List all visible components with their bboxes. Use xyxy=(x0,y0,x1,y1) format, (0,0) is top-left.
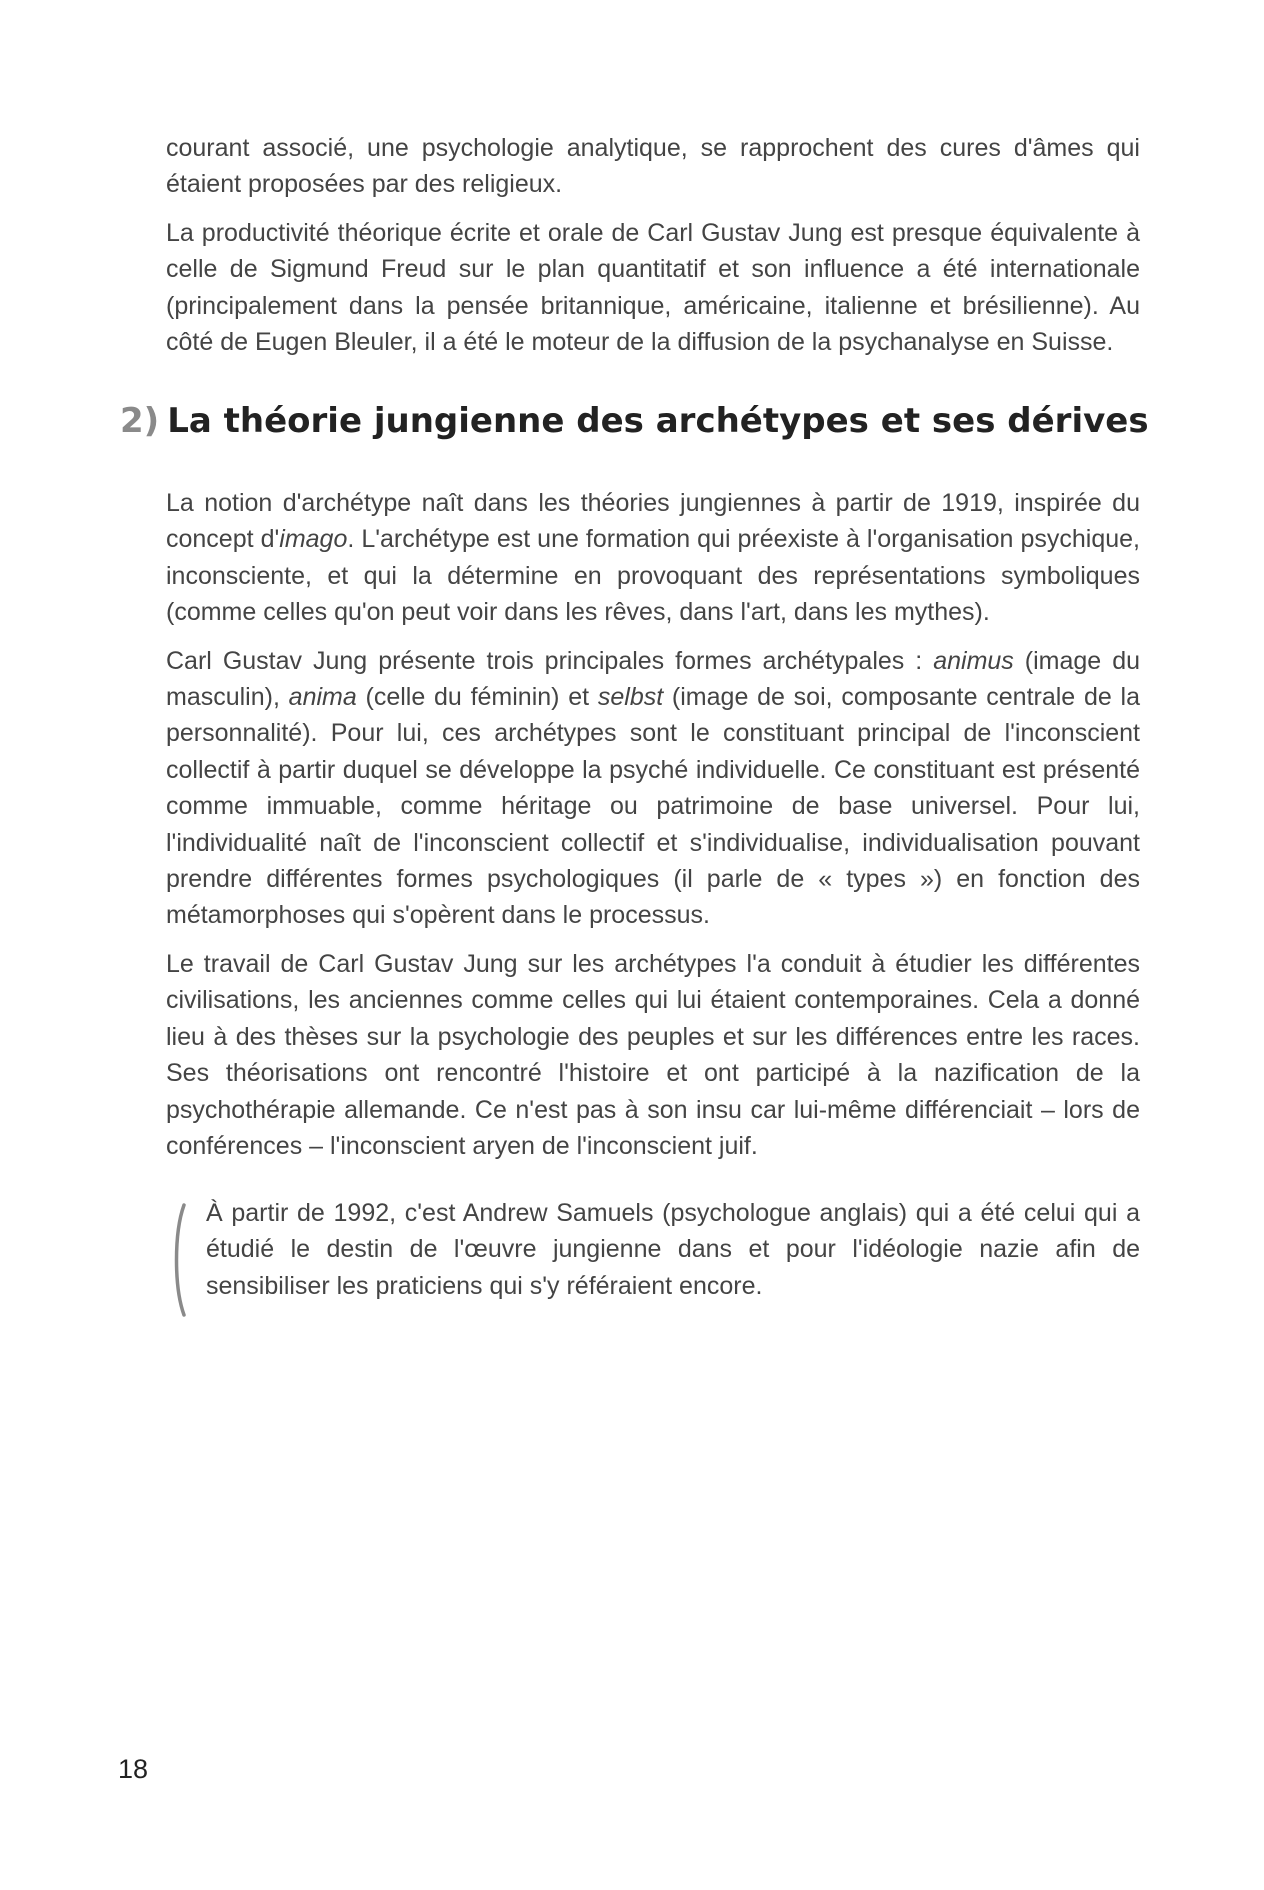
section-title: La théorie jungienne des archétypes et ses dérives xyxy=(167,401,1149,441)
section-heading xyxy=(120,398,1149,444)
page-number: 18 xyxy=(118,1754,149,1784)
text-run: (celle du féminin) et xyxy=(356,683,598,712)
intro-text xyxy=(166,130,1140,372)
italic-term-selbst: selbst xyxy=(597,683,664,712)
quote-text: À partir de 1992, c'est Andrew Samuels (psychologue anglais) qui a été celui qui a étudié le destin de l'œuvre jungienne dans et pour l'idéologie nazie afin de sensibiliser les praticiens qui s'y référaient encore. xyxy=(206,1199,1140,1300)
section-paragraph-2 xyxy=(166,643,1140,934)
text-run: (image de soi, composante centrale de la personnalité). Pour lui, ces archétypes sont le constituant principal de l'inconscient collectif à partir duquel se développe la psyché individuelle. Ce constituant est présenté comme immuable, comme héritage ou patrimoine de base universel. Pour lui, l'individualité naît de l'inconscient collectif et s'individualise, individualisation pouvant prendre différentes formes psychologiques (il parle de « types ») en fonction des métamorphoses qui s'opèrent dans le processus. xyxy=(166,683,1140,930)
italic-term-imago: imago xyxy=(279,525,348,554)
italic-term-animus: animus xyxy=(933,646,1014,675)
intro-paragraph-1: courant associé, une psychologie analytique, se rapprochent des cures d'âmes qui étaient proposées par des religieux. xyxy=(166,134,1140,199)
section-paragraph-3: Le travail de Carl Gustav Jung sur les archétypes l'a conduit à étudier les différentes civilisations, les anciennes comme celles qui lui étaient contemporaines. Cela a donné lieu à des thèses sur la psychologie des peuples et sur les différences entre les races. Ses théorisations ont rencontré l'histoire et ont participé à la nazification de la psychothérapie allemande. Ce n'est pas à son insu car lui-même différenciait – lors de conférences – l'inconscient aryen de l'inconscient juif. xyxy=(166,949,1140,1160)
text-run: (image du masculin), xyxy=(166,646,1140,712)
text-run: La notion d'archétype naît dans les théories jungiennes à partir de 1919, inspirée du concept d' xyxy=(166,489,1140,554)
intro-paragraph-2: La productivité théorique écrite et orale de Carl Gustav Jung est presque équivalente à celle de Sigmund Freud sur le plan quantitatif et son influence a été internationale (principalement dans la pensée britannique, américaine, italienne et brésilienne). Au côté de Eugen Bleuler, il a été le moteur de la diffusion de la psychanalyse en Suisse. xyxy=(166,218,1140,357)
italic-term-anima: anima xyxy=(288,683,357,712)
quote-block xyxy=(172,1195,1140,1325)
section-paragraph-1 xyxy=(166,485,1140,631)
text-run: . L'archétype est une formation qui préexiste à l'organisation psychique, inconsciente, et qui la détermine en provoquant des représentations symboliques (comme celles qu'on peut voir dans les rêves, dans l'art, dans les mythes). xyxy=(166,525,1140,627)
section-number: 2) xyxy=(120,401,160,441)
bracket-icon xyxy=(172,1203,186,1317)
section-text xyxy=(166,485,1140,1176)
text-run: Carl Gustav Jung présente trois principales formes archétypales : xyxy=(166,646,934,675)
